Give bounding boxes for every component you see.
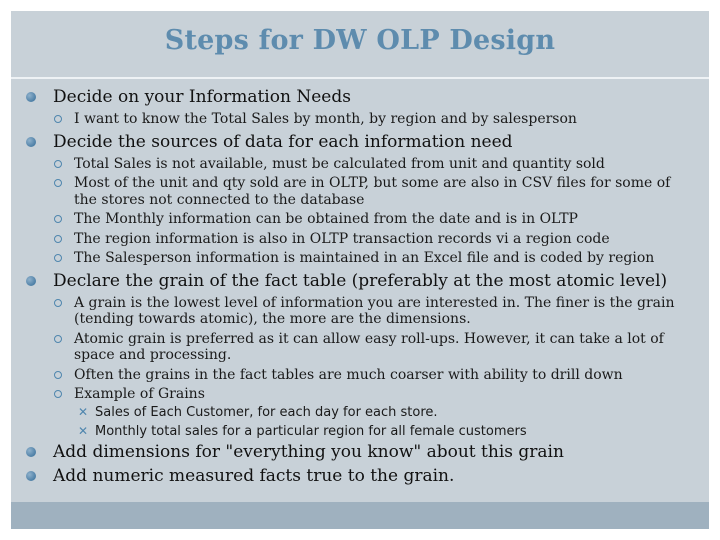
slide-content (11, 87, 709, 487)
sub-bullet-item (11, 250, 709, 267)
bullet-item (11, 271, 709, 292)
sub-bullet-item (11, 231, 709, 248)
bullet-dot-icon (26, 471, 36, 481)
bullet-text: Declare the grain of the fact table (preferably at the most atomic level) (53, 270, 668, 291)
title-bar (11, 11, 709, 78)
sub-sub-bullet-item (11, 403, 709, 422)
bullet-ring-icon (54, 335, 62, 343)
bullet-ring-icon (54, 160, 62, 168)
sub-bullet-text: A grain is the lowest level of information you are interested in. The finer is the grain (tending towards atomic), the more are the dimensions. (74, 294, 675, 327)
sub-bullet-text: Most of the unit and qty sold are in OLTP, but some are also in CSV files for some of the stores not connected to the database (74, 175, 671, 208)
sub-bullet-item (11, 367, 709, 384)
bullet-ring-icon (54, 254, 62, 262)
bullet-text: Decide on your Information Needs (53, 87, 351, 107)
sub-bullet-item (11, 111, 709, 128)
bullet-ring-icon (54, 299, 62, 307)
sub-sub-bullet-text: Sales of Each Customer, for each day for each store. (95, 404, 438, 420)
slide-title: Steps for DW OLP Design (164, 25, 556, 56)
sub-bullet-text: The Salesperson information is maintained in an Excel file and is coded by region (74, 250, 655, 266)
bullet-text: Decide the sources of data for each information need (53, 131, 513, 152)
slide (11, 11, 709, 529)
sub-bullet-text: The region information is also in OLTP transaction records vi a region code (74, 230, 610, 247)
sub-bullet-text: Example of Grains (74, 386, 205, 402)
bullet-dot-icon (26, 447, 36, 457)
cross-bullet-icon: ✕ (78, 404, 89, 419)
bullet-item (11, 442, 709, 463)
bullet-item (11, 466, 709, 487)
bullet-ring-icon (54, 115, 62, 123)
sub-bullet-item (11, 386, 709, 403)
cross-bullet-icon: ✕ (78, 423, 89, 438)
bullet-dot-icon (26, 92, 36, 102)
bullet-text: Add dimensions for "everything you know" about this grain (53, 441, 564, 462)
sub-sub-bullet-item (11, 422, 709, 441)
bullet-ring-icon (54, 371, 62, 379)
sub-bullet-item (11, 211, 709, 228)
bullet-ring-icon (54, 215, 62, 223)
bullet-dot-icon (26, 276, 36, 286)
sub-bullet-item (11, 175, 709, 208)
sub-bullet-text: Total Sales is not available, must be calculated from unit and quantity sold (74, 155, 605, 172)
bullet-item (11, 132, 709, 153)
bullet-ring-icon (54, 390, 62, 398)
sub-bullet-item (11, 156, 709, 173)
bullet-dot-icon (26, 137, 36, 147)
title-divider (11, 77, 709, 79)
bullet-text: Add numeric measured facts true to the grain. (53, 465, 455, 486)
sub-bullet-item (11, 295, 709, 328)
bullet-item (11, 87, 709, 108)
footer-bar (11, 502, 709, 529)
sub-bullet-text: Atomic grain is preferred as it can allow easy roll-ups. However, it can take a lot of space and processing. (74, 330, 664, 363)
bullet-ring-icon (54, 235, 62, 243)
sub-bullet-text: Often the grains in the fact tables are much coarser with ability to drill down (74, 366, 623, 383)
bullet-ring-icon (54, 179, 62, 187)
sub-bullet-text: I want to know the Total Sales by month, by region and by salesperson (74, 111, 577, 127)
sub-bullet-text: The Monthly information can be obtained from the date and is in OLTP (74, 211, 578, 227)
sub-sub-bullet-text: Monthly total sales for a particular region for all female customers (95, 423, 527, 439)
sub-bullet-item (11, 331, 709, 364)
